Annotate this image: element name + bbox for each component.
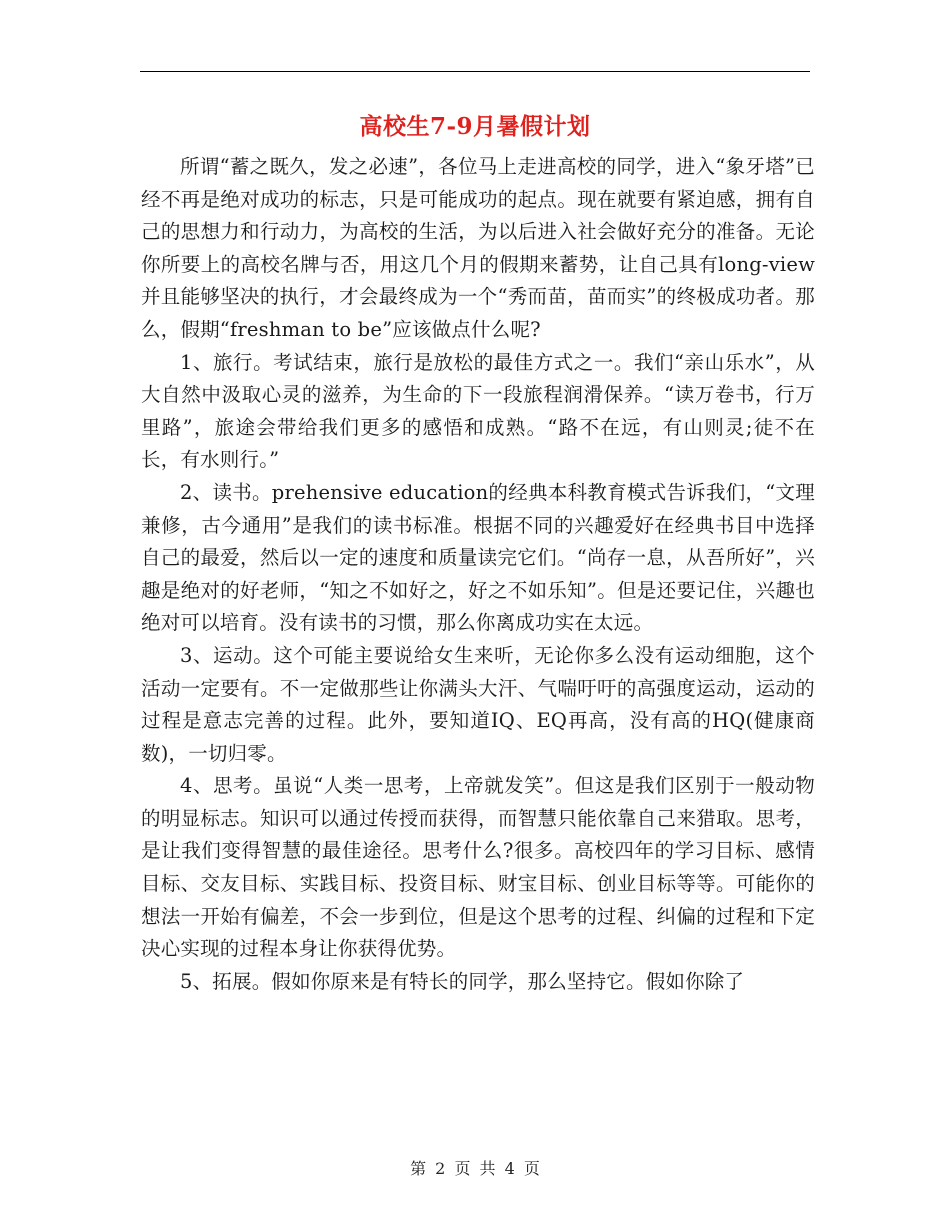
- document-body: [141, 151, 815, 998]
- header-rule: [140, 71, 810, 72]
- paragraph-expansion: 5、拓展。假如你原来是有特长的同学，那么坚持它。假如你除了: [180, 969, 745, 993]
- paragraph-travel: 1、旅行。考试结束，旅行是放松的最佳方式之一。我们“亲山乐水”，从大自然中汲取心灵的滋养，为生命的下一段旅程润滑保养。“读万卷书，行万里路”，旅途会带给我们更多的感悟和成熟。“路不在远，有山则灵;徒不在长，有水则行。”: [141, 350, 815, 472]
- paragraph-reading: 2、读书。prehensive education的经典本科教育模式告诉我们，“文理兼修，古今通用”是我们的读书标准。根据不同的兴趣爱好在经典书目中选择自己的最爱，然后以一定的速度和质量读完它们。“尚存一息，从吾所好”，兴趣是绝对的好老师，“知之不如好之，好之不如乐知”。但是还要记住，兴趣也绝对可以培育。没有读书的习惯，那么你离成功实在太远。: [141, 480, 815, 635]
- paragraph-thinking: 4、思考。虽说“人类一思考，上帝就发笑”。但这是我们区别于一般动物的明显标志。知识可以通过传授而获得，而智慧只能依靠自己来猎取。思考，是让我们变得智慧的最佳途径。思考什么?很多。高校四年的学习目标、感情目标、交友目标、实践目标、投资目标、财宝目标、创业目标等等。可能你的想法一开始有偏差，不会一步到位，但是这个思考的过程、纠偏的过程和下定决心实现的过程本身让你获得优势。: [141, 774, 815, 961]
- page-number-footer: 第 2 页 共 4 页: [410, 1159, 540, 1178]
- paragraph-exercise: 3、运动。这个可能主要说给女生来听，无论你多么没有运动细胞，这个活动一定要有。不一定做那些让你满头大汗、气喘吁吁的高强度运动，运动的过程是意志完善的过程。此外，要知道IQ、EQ再高，没有高的HQ(健康商数)，一切归零。: [141, 643, 815, 765]
- paragraph-intro: 所谓“蓄之既久，发之必速”，各位马上走进高校的同学，进入“象牙塔”已经不再是绝对成功的标志，只是可能成功的起点。现在就要有紧迫感，拥有自己的思想力和行动力，为高校的生活，为以后进入社会做好充分的准备。无论你所要上的高校名牌与否，用这几个月的假期来蓄势，让自己具有long-view并且能够坚决的执行，才会最终成为一个“秀而苗，苗而实”的终极成功者。那么，假期“freshman to be”应该做点什么呢?: [141, 155, 815, 341]
- document-title: 高校生7-9月暑假计划: [359, 113, 591, 140]
